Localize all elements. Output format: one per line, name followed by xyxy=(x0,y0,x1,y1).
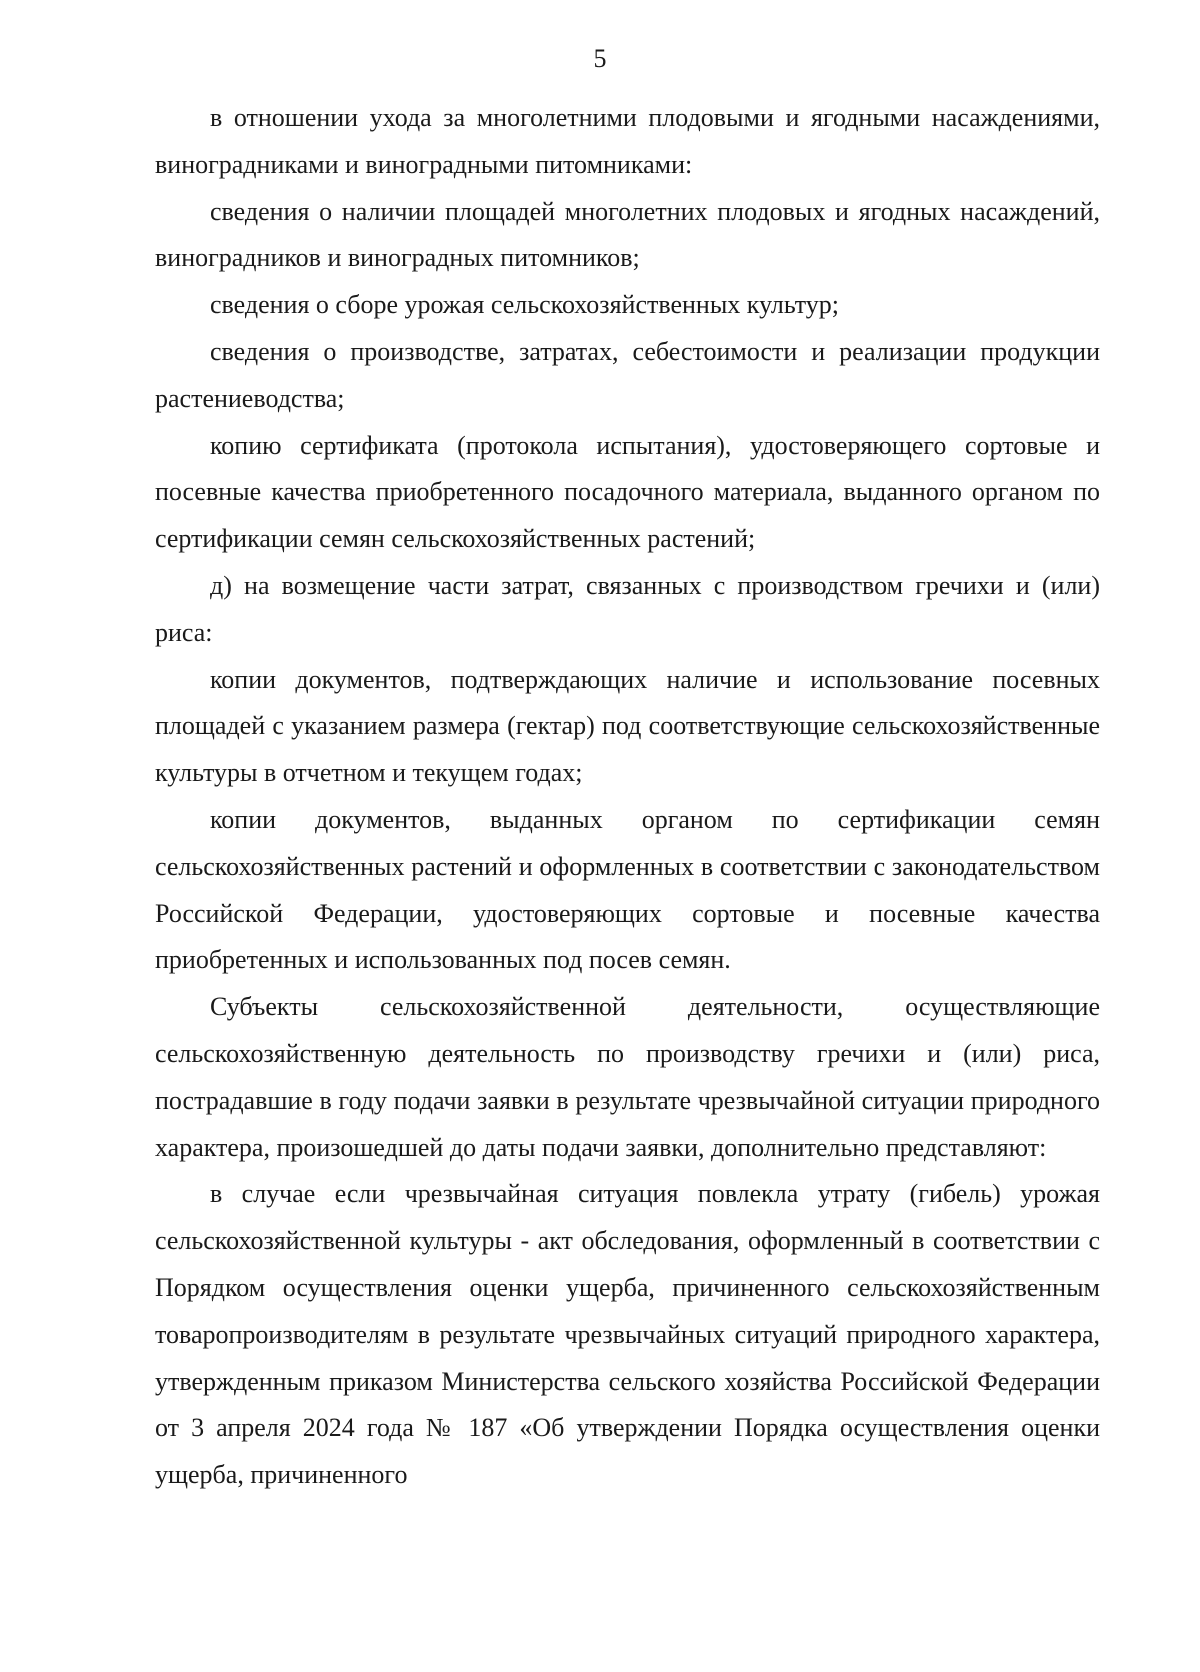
paragraph-plantings-area-info: сведения о наличии площадей многолетних плодовых и ягодных насаждений, виноградников и виноградных питомников; xyxy=(155,196,1100,273)
paragraph-sown-area-documents: копии документов, подтверждающих наличие и использование посевных площадей с указанием размера (гектар) под соответствующие сельскохозяйственные культуры в отчетном и текущем годах; xyxy=(155,664,1100,788)
paragraph-production-costs-info: сведения о производстве, затратах, себестоимости и реализации продукции растениеводства; xyxy=(155,336,1100,413)
document-body xyxy=(155,95,1100,1499)
paragraph-item-d-buckwheat-rice: д) на возмещение части затрат, связанных с производством гречихи и (или) риса: xyxy=(155,570,1100,647)
paragraph-emergency-affected-subjects: Субъекты сельскохозяйственной деятельности, осуществляющие сельскохозяйственную деятельность по производству гречихи и (или) риса, пострадавшие в году подачи заявки в результате чрезвычайной ситуации природного характера, произошедшей до даты подачи заявки, дополнительно представляют: xyxy=(155,992,1100,1162)
paragraph-certificate-copy: копию сертификата (протокола испытания), удостоверяющего сортовые и посевные качества приобретенного посадочного материала, выданного органом по сертификации семян сельскохозяйственных растений; xyxy=(155,430,1100,554)
paragraph-care-of-plantings: в отношении ухода за многолетними плодовыми и ягодными насаждениями, виноградниками и виноградными питомниками: xyxy=(155,103,1100,179)
page-number: 5 xyxy=(593,44,607,73)
paragraph-seed-certification-documents: копии документов, выданных органом по сертификации семян сельскохозяйственных растений и оформленных в соответствии с законодательством Российской Федерации, удостоверяющих сортовые и посевные качества приобретенных и использованных под посев семян. xyxy=(155,804,1100,975)
paragraph-harvest-info: сведения о сборе урожая сельскохозяйственных культур; xyxy=(210,290,840,320)
paragraph-inspection-act: в случае если чрезвычайная ситуация повлекла утрату (гибель) урожая сельскохозяйственной культуры - акт обследования, оформленный в соответствии с Порядком осуществления оценки ущерба, причиненного сельскохозяйственным товаропроизводителям в результате чрезвычайных ситуаций природного характера, утвержденным приказом Министерства сельского хозяйства Российской Федерации от 3 апреля 2024 года № 187 «Об утверждении Порядка осуществления оценки ущерба, причиненного xyxy=(155,1179,1100,1490)
